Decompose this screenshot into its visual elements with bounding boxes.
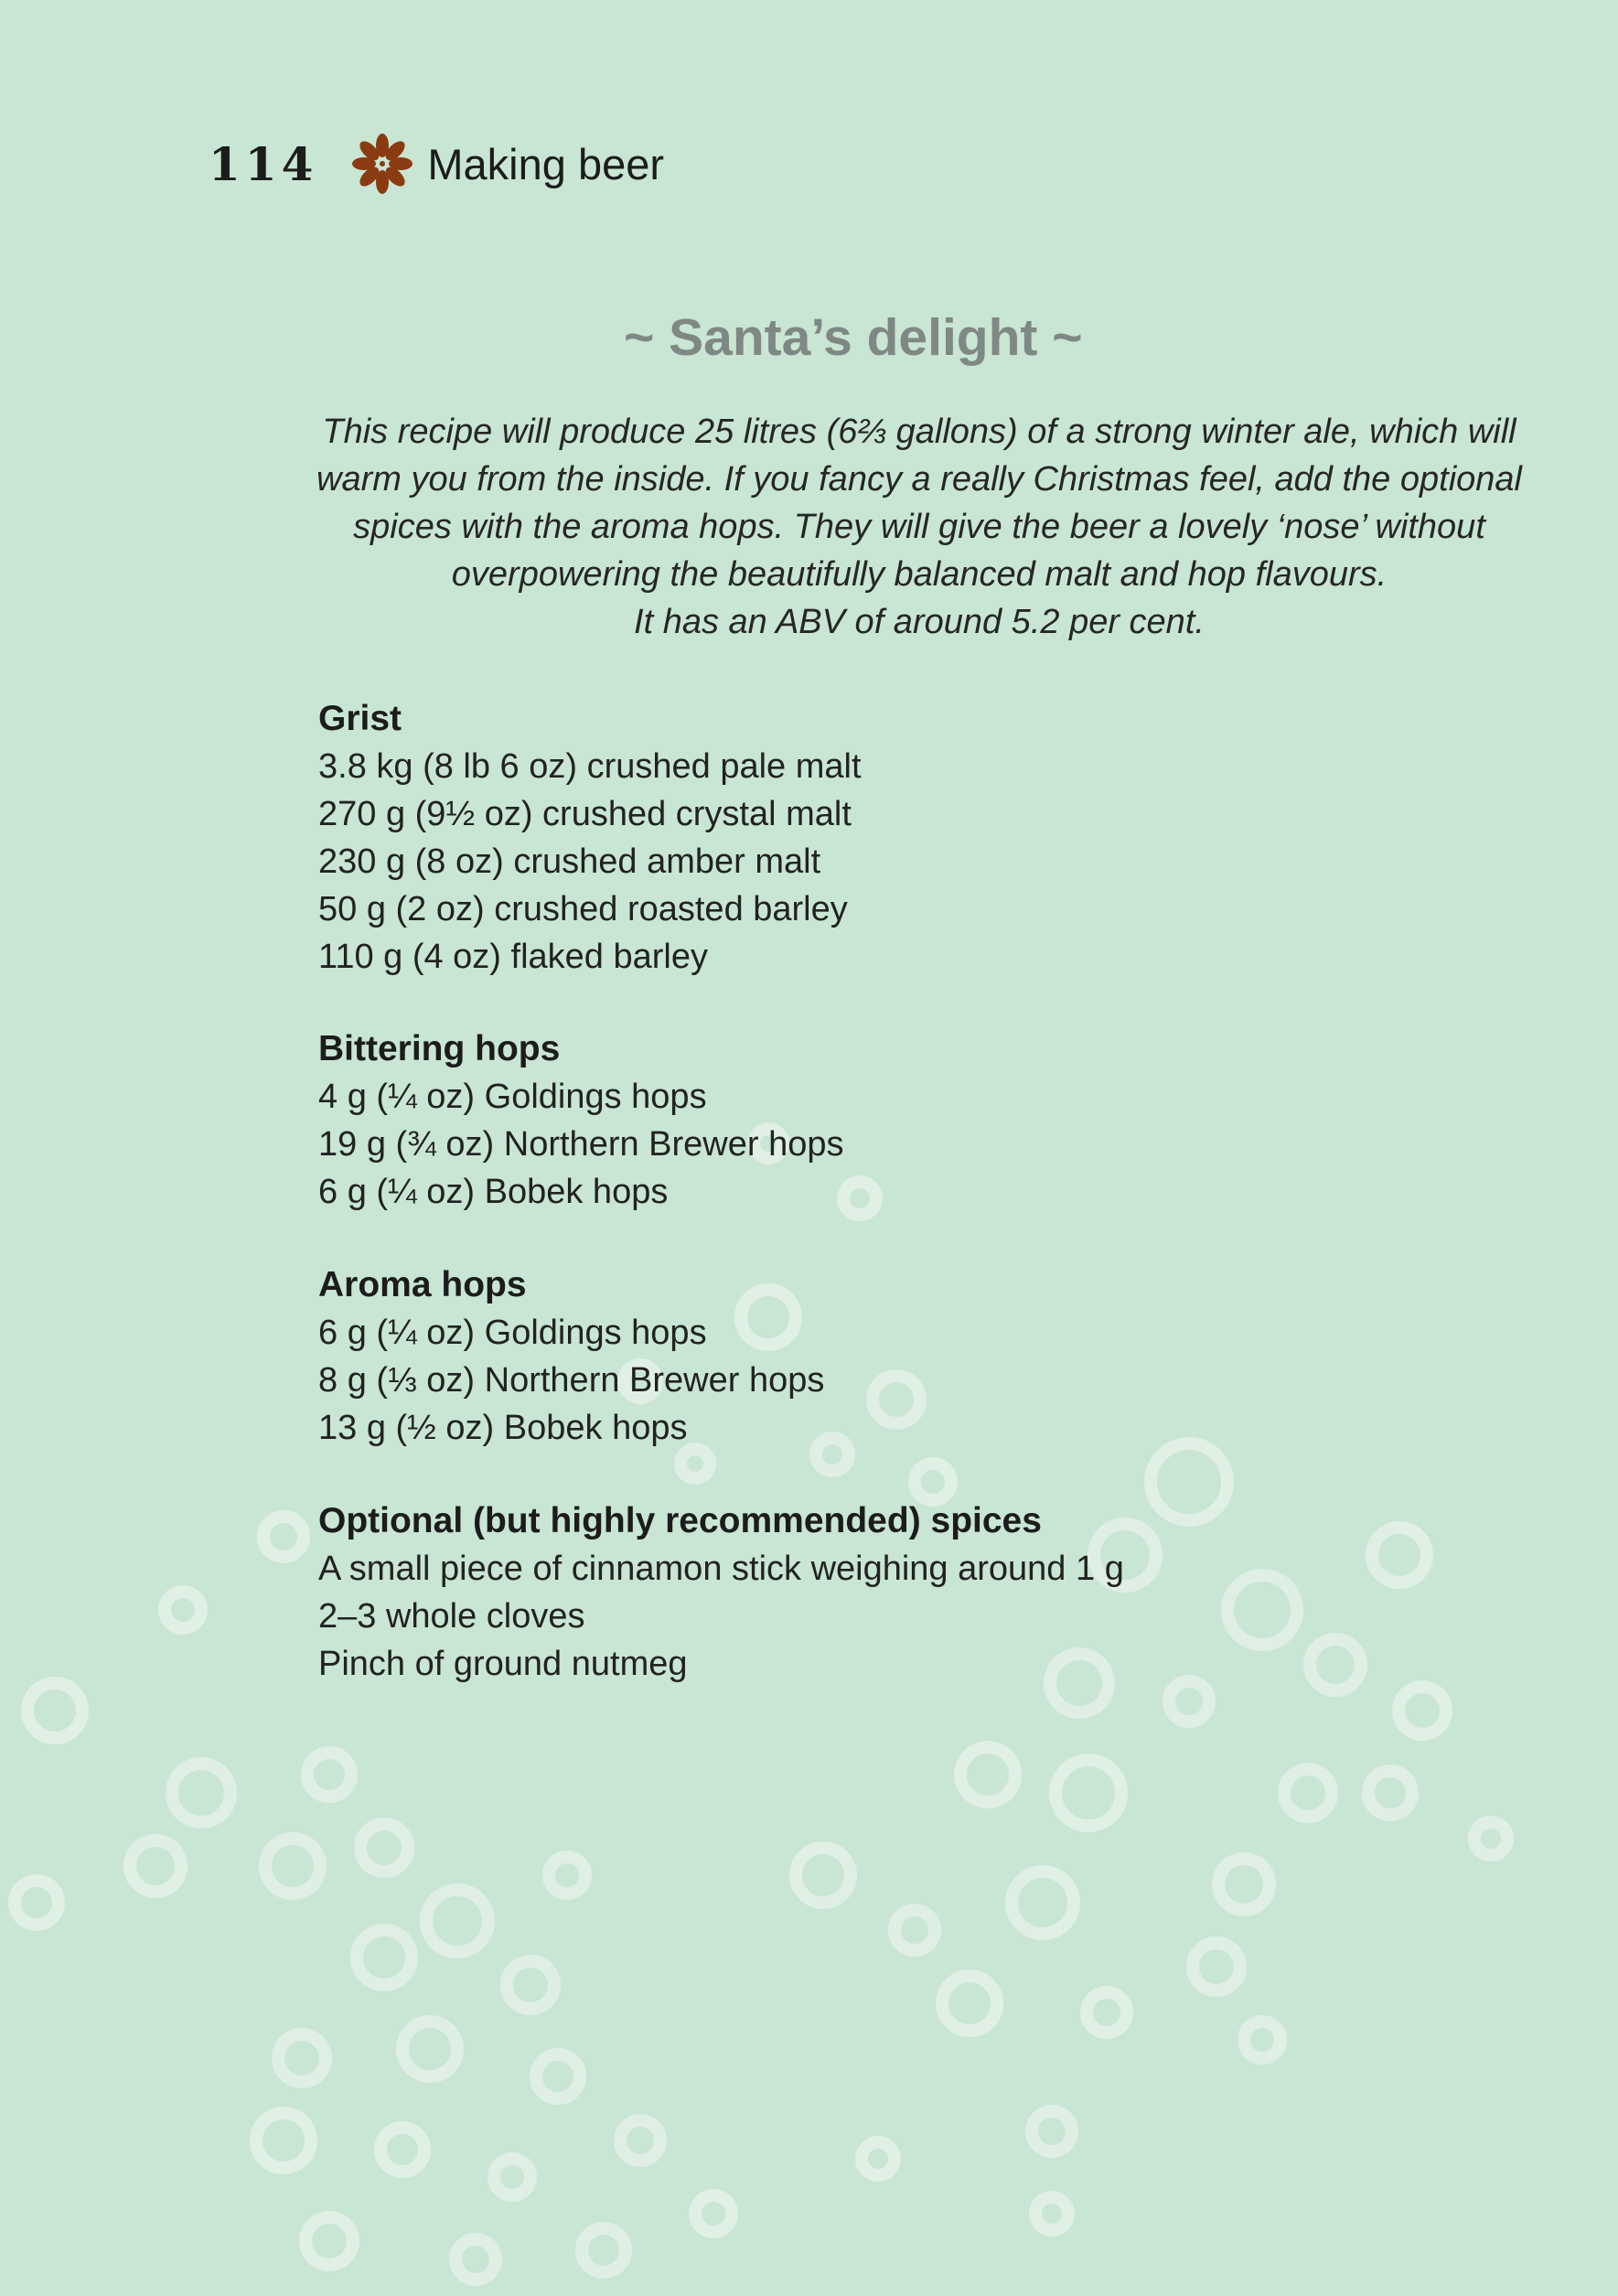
- recipe-intro: [311, 408, 1527, 646]
- flower-icon: [350, 132, 414, 196]
- section-heading: Optional (but highly recommended) spices: [318, 1501, 1042, 1540]
- ingredient-item: 6 g (¼ oz) Bobek hops: [318, 1173, 669, 1211]
- intro-line: overpowering the beautifully balanced malt and hop flavours.: [451, 555, 1388, 594]
- ingredient-list: [318, 1545, 1124, 1688]
- ingredient-item: 50 g (2 oz) crushed roasted barley: [318, 890, 848, 928]
- ingredient-item: 110 g (4 oz) flaked barley: [318, 938, 708, 976]
- grist-section: [318, 695, 862, 981]
- spices-section: [318, 1497, 1124, 1688]
- ingredient-list: [318, 1073, 844, 1216]
- ingredient-item: 230 g (8 oz) crushed amber malt: [318, 842, 821, 881]
- ingredient-item: Pinch of ground nutmeg: [318, 1645, 688, 1683]
- ingredient-list: [318, 1309, 824, 1452]
- recipe-title: ~ Santa’s delight ~: [624, 308, 1083, 367]
- ingredient-item: 4 g (¼ oz) Goldings hops: [318, 1078, 707, 1116]
- ingredient-item: 13 g (½ oz) Bobek hops: [318, 1409, 688, 1447]
- intro-line: This recipe will produce 25 litres (6⅔ gallons) of a strong winter ale, which will: [322, 413, 1516, 451]
- bittering-hops-section: [318, 1025, 844, 1216]
- intro-line: It has an ABV of around 5.2 per cent.: [634, 603, 1205, 641]
- intro-line: warm you from the inside. If you fancy a really Christmas feel, add the optional: [316, 460, 1522, 499]
- ingredient-item: 2–3 whole cloves: [318, 1597, 585, 1636]
- aroma-hops-section: [318, 1261, 824, 1452]
- page-header: [209, 135, 664, 192]
- section-heading: Aroma hops: [318, 1265, 527, 1304]
- intro-line: spices with the aroma hops. They will give the beer a lovely ‘nose’ without: [353, 508, 1485, 546]
- section-heading: Bittering hops: [318, 1029, 561, 1068]
- section-heading: Grist: [318, 699, 402, 738]
- recipe-title-row: [0, 307, 1618, 368]
- ingredient-item: 6 g (¼ oz) Goldings hops: [318, 1314, 707, 1352]
- page-number: 114: [209, 136, 318, 191]
- ingredient-item: 3.8 kg (8 lb 6 oz) crushed pale malt: [318, 747, 862, 786]
- ingredient-item: 19 g (¾ oz) Northern Brewer hops: [318, 1125, 844, 1164]
- ingredient-item: 270 g (9½ oz) crushed crystal malt: [318, 795, 852, 833]
- chapter-title: Making beer: [427, 139, 665, 188]
- ingredient-list: [318, 743, 862, 981]
- ingredient-item: 8 g (⅓ oz) Northern Brewer hops: [318, 1361, 825, 1400]
- ingredient-item: A small piece of cinnamon stick weighing around 1 g: [318, 1550, 1124, 1588]
